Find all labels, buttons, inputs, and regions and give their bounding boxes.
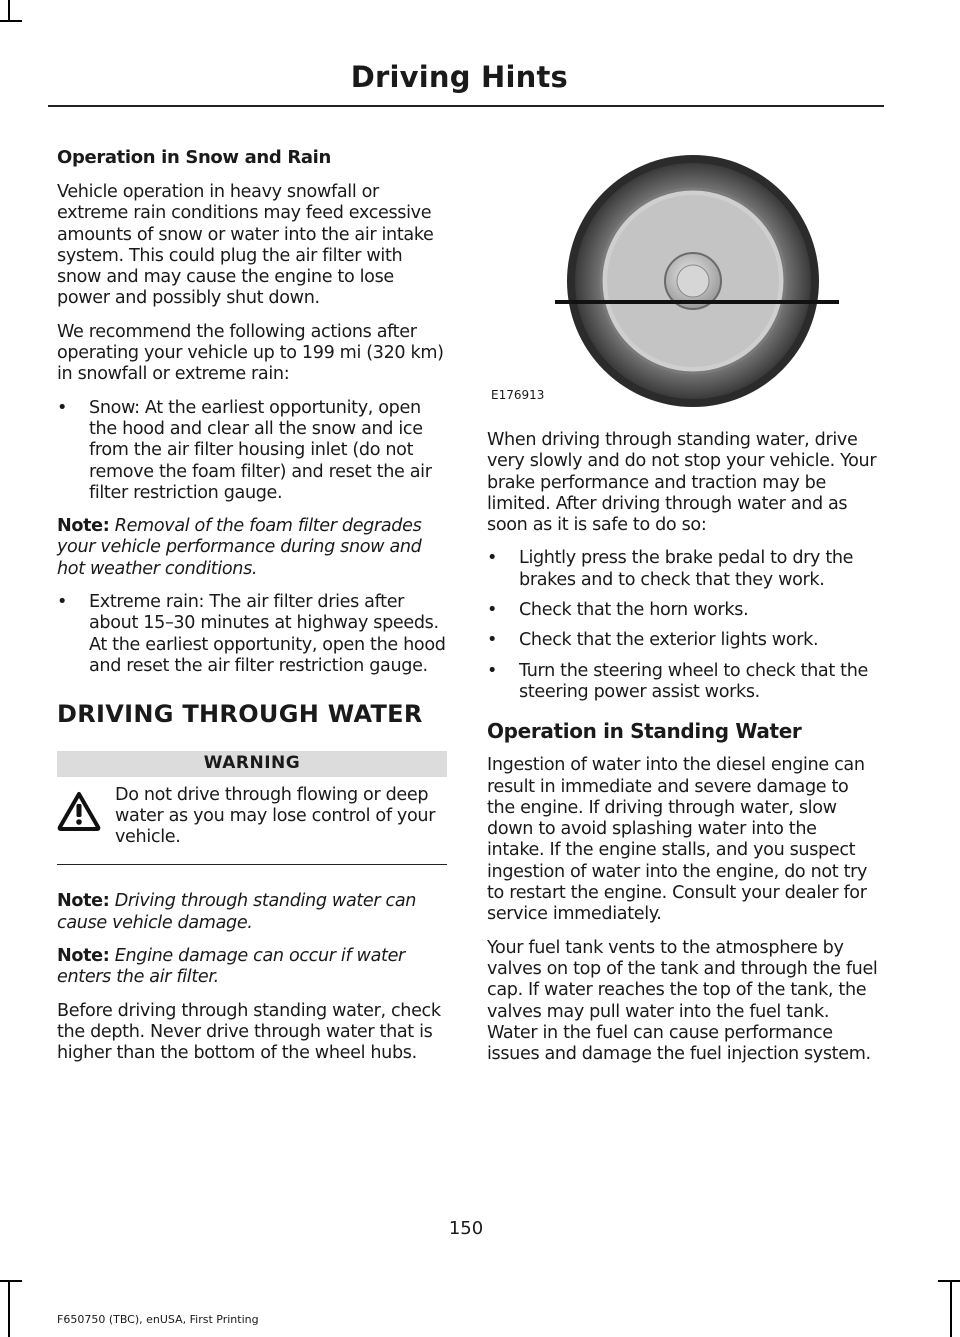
bullet-glyph: • bbox=[487, 660, 498, 681]
snow-rain-heading: Operation in Snow and Rain bbox=[57, 147, 331, 168]
wheel-illustration bbox=[487, 146, 879, 416]
print-info: F650750 (TBC), enUSA, First Printing bbox=[57, 1313, 259, 1326]
snow-bullet-list bbox=[57, 398, 447, 504]
recommendation-paragraph: We recommend the following actions after operating your vehicle up to 199 mi (320 km) in snowfall or extreme rain: bbox=[57, 321, 444, 385]
list-item bbox=[487, 600, 879, 621]
note-text: Driving through standing water can cause vehicle damage. bbox=[57, 891, 417, 933]
warning-triangle-icon bbox=[57, 785, 115, 837]
note-standing-water bbox=[57, 891, 447, 934]
ingestion-paragraph: Ingestion of water into the diesel engine can result in immediate and severe damage to the engine. If driving through water, slow down to avoid splashing water into the intake. If the engine stalls, and you suspect ingestion of water into the engine, do not try to restart the engine. Consult your dealer for service immediately. bbox=[487, 755, 868, 925]
right-column bbox=[487, 146, 879, 1077]
crop-mark bbox=[0, 20, 22, 22]
checklist-text: Check that the horn works. bbox=[519, 600, 749, 621]
note-foam-filter bbox=[57, 516, 447, 580]
crop-mark bbox=[8, 0, 10, 22]
note-label: Note: bbox=[57, 516, 110, 537]
wheel-water-figure bbox=[487, 146, 879, 416]
bullet-glyph: • bbox=[57, 397, 68, 418]
left-column bbox=[57, 146, 447, 1077]
checklist-text: Check that the exterior lights work. bbox=[519, 630, 819, 651]
warning-text: Do not drive through flowing or deep water as you may lose control of your vehicle. bbox=[115, 784, 436, 848]
warning-label: WARNING bbox=[57, 751, 447, 776]
fuel-tank-paragraph: Your fuel tank vents to the atmosphere by valves on top of the tank and through the fuel cap. If water reaches the top of the tank, the valves may pull water into the fuel tank. Water in the fuel can cause performance issues and damage the fuel injection system. bbox=[487, 937, 878, 1065]
figure-id: E176913 bbox=[491, 387, 545, 402]
crop-mark bbox=[0, 1280, 22, 1282]
after-water-checklist bbox=[487, 548, 879, 703]
note-text: Engine damage can occur if water enters the air filter. bbox=[57, 946, 405, 988]
crop-mark bbox=[8, 1280, 10, 1337]
list-item bbox=[487, 630, 879, 651]
bullet-snow-text: Snow: At the earliest opportunity, open the hood and clear all the snow and ice from the air filter housing inlet (do not remove the foam filter) and reset the air filter restriction gauge. bbox=[89, 397, 432, 503]
warning-box bbox=[57, 751, 447, 865]
water-level-line bbox=[555, 300, 839, 304]
snow-rain-paragraph: Vehicle operation in heavy snowfall or extreme rain conditions may feed excessive amounts of snow or water into the air intake system. This could plug the air filter with snow and may cause the engine to lose power and possibly shut down. bbox=[57, 182, 434, 309]
bullet-rain-text: Extreme rain: The air filter dries after about 15–30 minutes at highway speeds. At the earliest opportunity, open the hood and reset the air filter restriction gauge. bbox=[89, 592, 446, 676]
note-text: Removal of the foam filter degrades your vehicle performance during snow and hot weather conditions. bbox=[57, 516, 422, 579]
checklist-text: Turn the steering wheel to check that the steering power assist works. bbox=[519, 660, 868, 702]
list-item bbox=[57, 398, 447, 504]
standing-water-heading: Operation in Standing Water bbox=[487, 719, 802, 744]
page-number: 150 bbox=[448, 1218, 484, 1239]
crop-mark bbox=[938, 1280, 960, 1282]
bullet-glyph: • bbox=[487, 548, 498, 569]
depth-paragraph: Before driving through standing water, check the depth. Never drive through water that is higher than the bottom of the wheel hubs. bbox=[57, 1000, 441, 1064]
bullet-glyph: • bbox=[57, 592, 68, 613]
crop-mark bbox=[950, 1280, 952, 1337]
list-item bbox=[487, 548, 879, 591]
bullet-glyph: • bbox=[487, 600, 498, 621]
note-label: Note: bbox=[57, 891, 110, 912]
page-title: Driving Hints bbox=[350, 60, 568, 94]
note-air-filter bbox=[57, 946, 447, 989]
bullet-glyph: • bbox=[487, 630, 498, 651]
list-item bbox=[57, 592, 447, 677]
header-divider bbox=[48, 105, 884, 107]
list-item bbox=[487, 661, 879, 704]
checklist-text: Lightly press the brake pedal to dry the brakes and to check that they work. bbox=[519, 548, 854, 590]
note-label: Note: bbox=[57, 946, 110, 967]
rain-bullet-list bbox=[57, 592, 447, 677]
standing-water-paragraph: When driving through standing water, drive very slowly and do not stop your vehicle. Your brake performance and traction may be limited. After driving through water and as soon as it is safe to do so: bbox=[487, 430, 877, 536]
section-heading: DRIVING THROUGH WATER bbox=[57, 700, 423, 729]
